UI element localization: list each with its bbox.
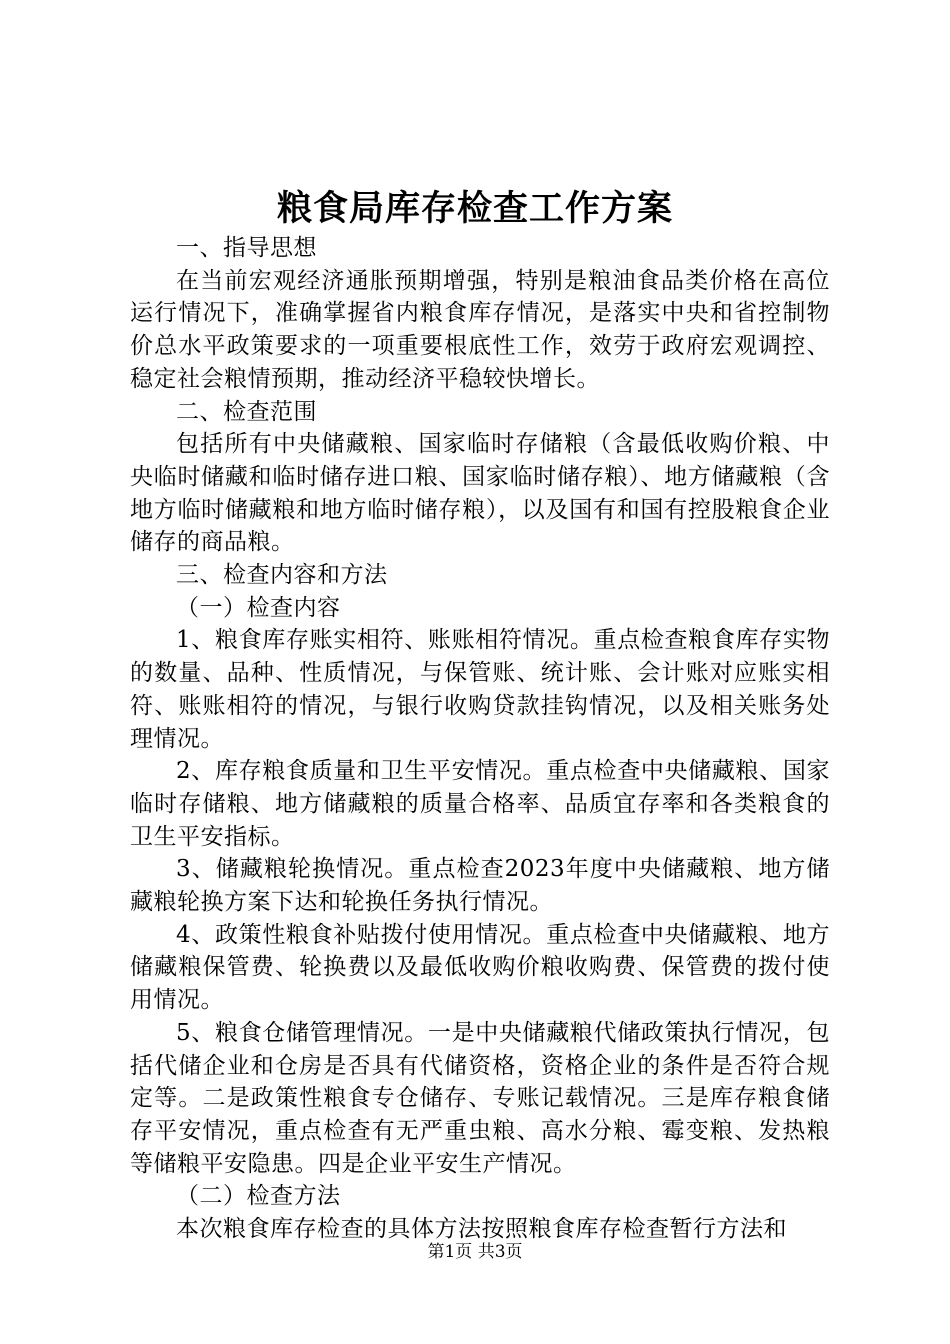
subsection-heading-methods: （二）检查方法 (176, 1183, 341, 1210)
list-item-3: 3、储藏粮轮换情况。重点检查2023年度中央储藏粮、地方储藏粮轮换方案下达和轮换任务执行情况。 (130, 856, 830, 916)
document-body (130, 232, 830, 1246)
paragraph-scope: 包括所有中央储藏粮、国家临时存储粮（含最低收购价粮、中央临时储藏和临时储存进口粮、国家临时储存粮）、地方储藏粮（含地方临时储藏粮和地方临时储存粮），以及国有和国有控股粮食企业储存的商品粮。 (130, 431, 830, 556)
list-item-4: 4、政策性粮食补贴拨付使用情况。重点检查中央储藏粮、地方储藏粮保管费、轮换费以及最低收购价粮收购费、保管费的拨付使用情况。 (130, 921, 830, 1014)
subsection-heading-content: （一）检查内容 (176, 594, 341, 621)
list-item-5: 5、粮食仓储管理情况。一是中央储藏粮代储政策执行情况，包括代储企业和仓房是否具有代储资格，资格企业的条件是否符合规定等。二是政策性粮食专仓储存、专账记载情况。三是库存粮食储存平安情况，重点检查有无严重虫粮、高水分粮、霉变粮、发热粮等储粮平安隐患。四是企业平安生产情况。 (130, 1019, 830, 1177)
list-item-1: 1、粮食库存账实相符、账账相符情况。重点检查粮食库存实物的数量、品种、性质情况，与保管账、统计账、会计账对应账实相符、账账相符的情况，与银行收购贷款挂钩情况，以及相关账务处理情况。 (130, 627, 830, 752)
page-number: 第1页 共3页 (427, 1242, 523, 1262)
list-item-2: 2、库存粮食质量和卫生平安情况。重点检查中央储藏粮、国家临时存储粮、地方储藏粮的质量合格率、品质宜存率和各类粮食的卫生平安指标。 (130, 758, 830, 850)
paragraph-methods: 本次粮食库存检查的具体方法按照粮食库存检查暂行方法和 (176, 1216, 787, 1243)
section-heading-guiding-ideology: 一、指导思想 (176, 235, 317, 261)
document-title: 粮食局库存检查工作方案 (276, 188, 673, 229)
section-heading-content-methods: 三、检查内容和方法 (176, 562, 388, 589)
paragraph-guiding-ideology: 在当前宏观经济通胀预期增强，特别是粮油食品类价格在高位运行情况下，准确掌握省内粮食库存情况，是落实中央和省控制物价总水平政策要求的一项重要根底性工作，效劳于政府宏观调控、稳定社会粮情预期，推动经济平稳较快增长。 (130, 267, 830, 392)
section-heading-scope: 二、检查范围 (176, 398, 317, 425)
